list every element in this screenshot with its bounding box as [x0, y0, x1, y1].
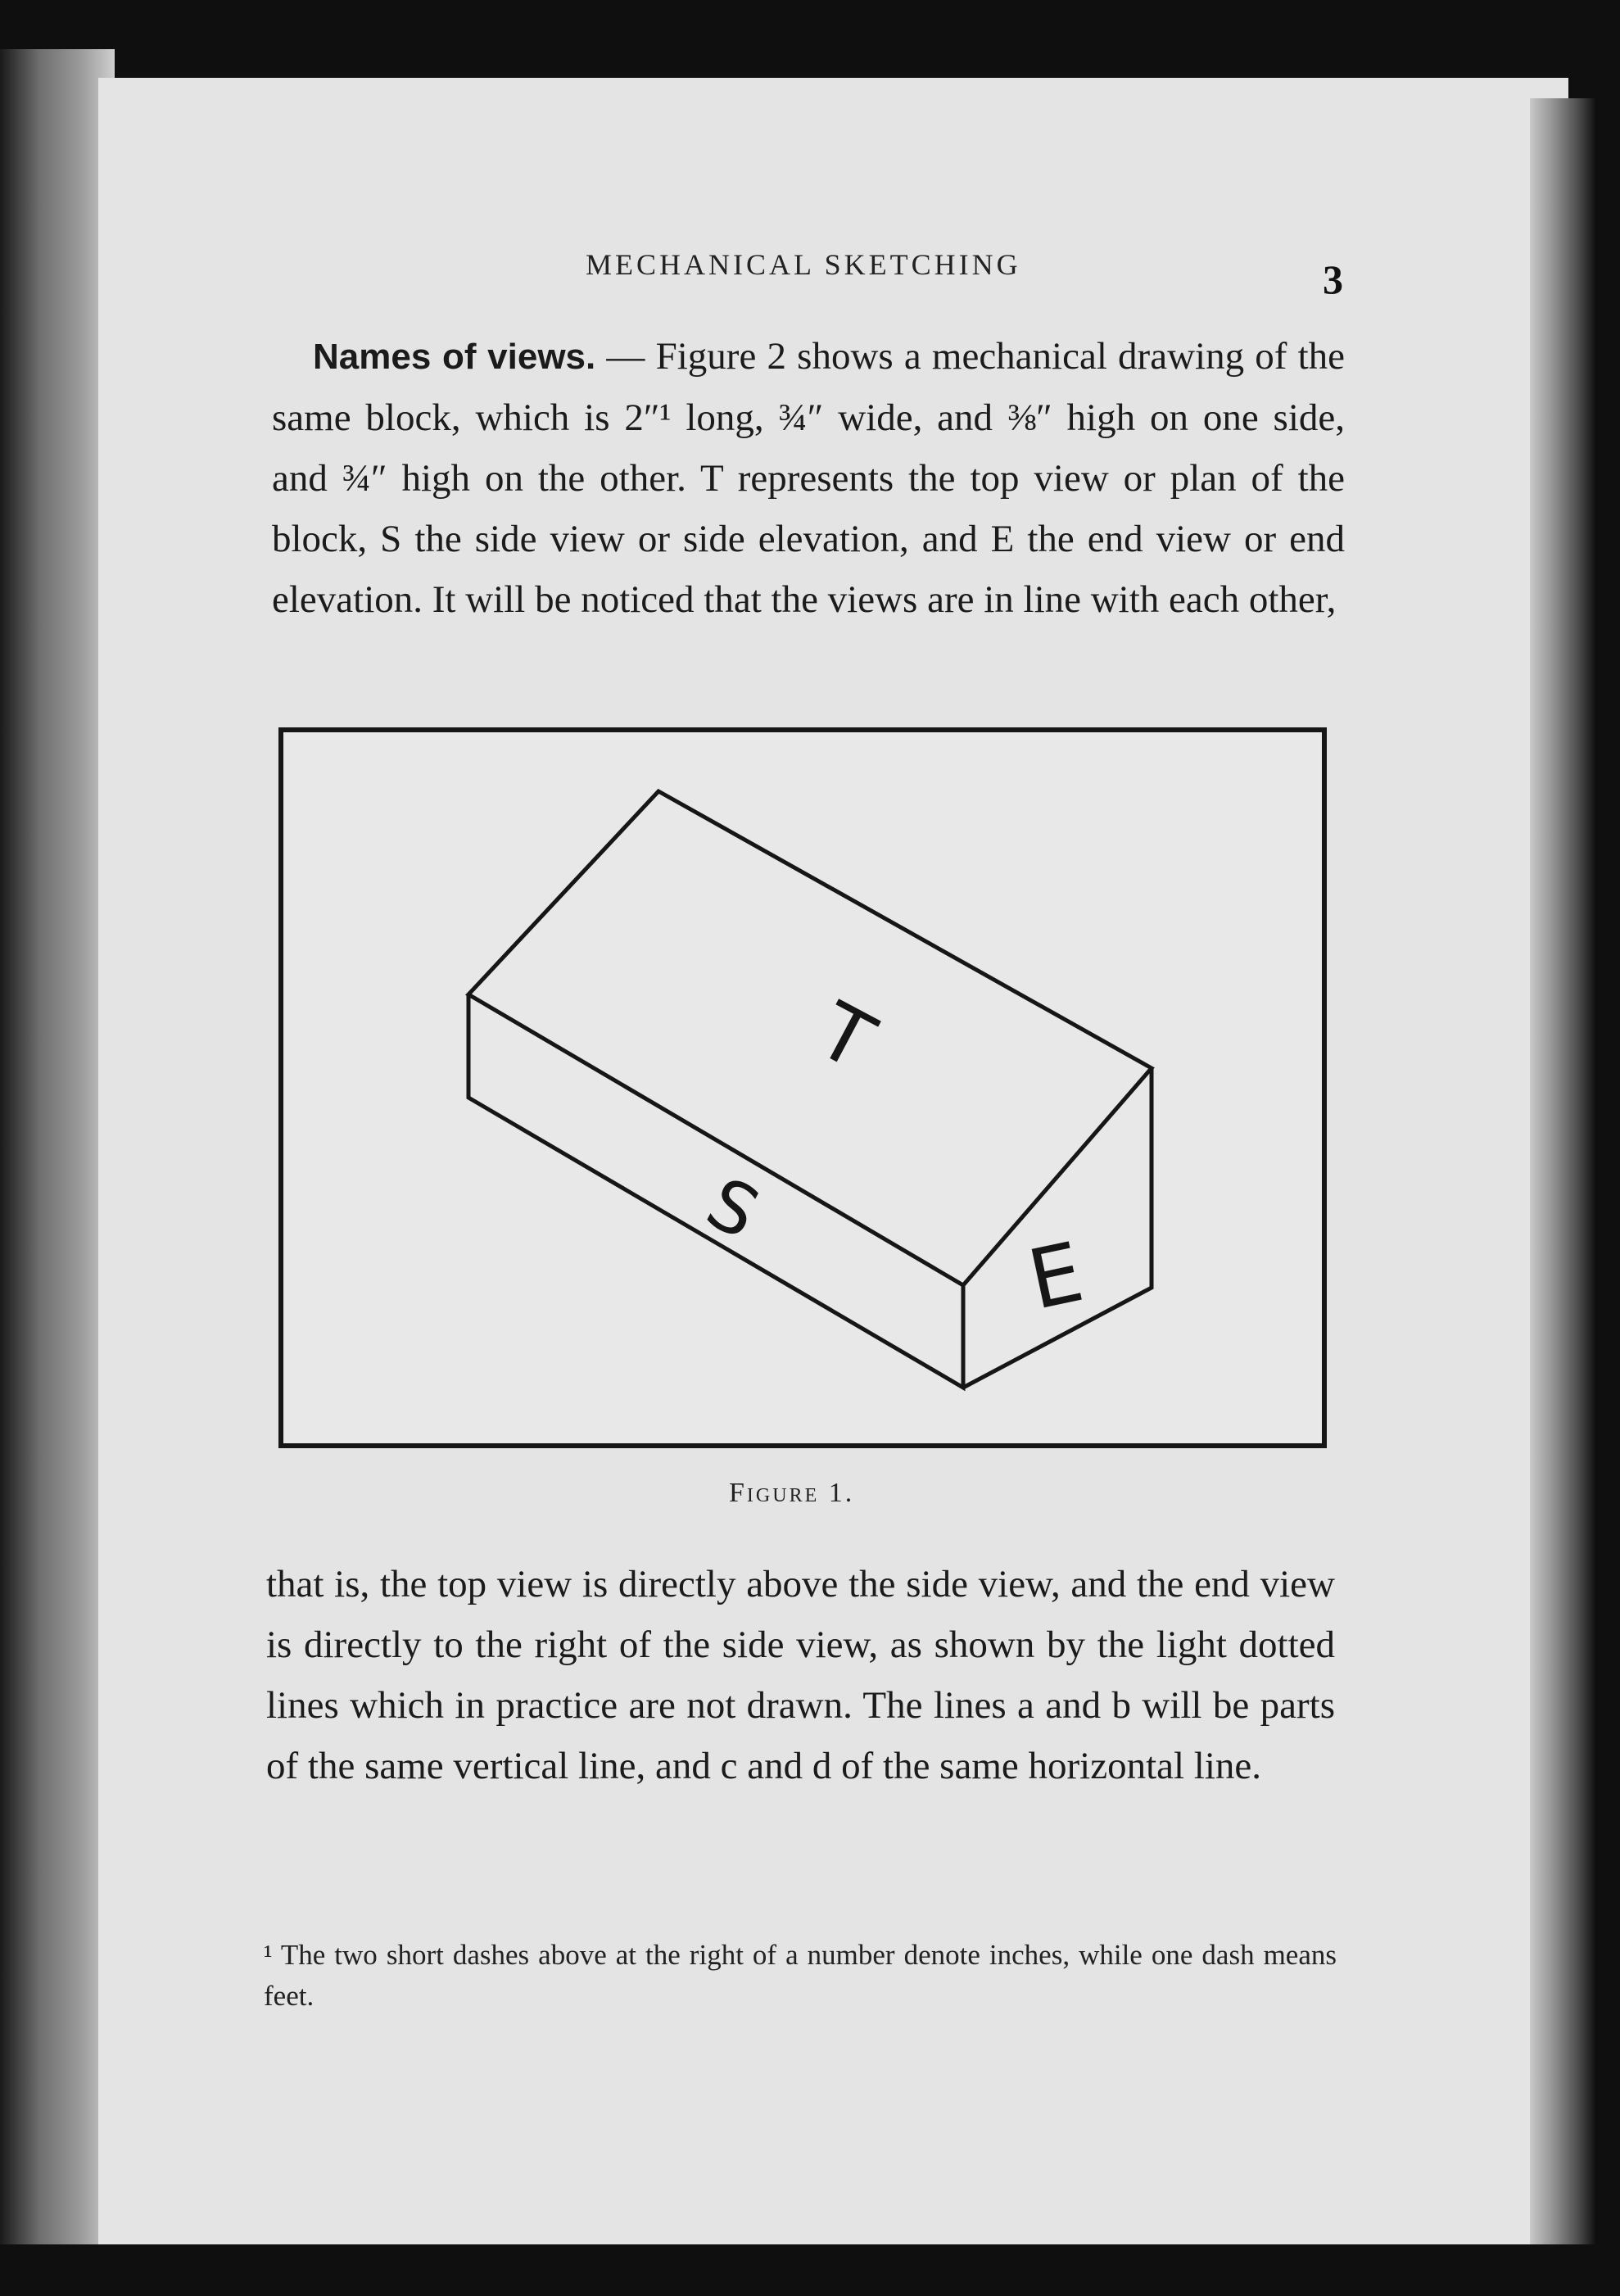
- figure-1-frame: [278, 727, 1327, 1448]
- top-face: [468, 791, 1152, 1285]
- paragraph-1-text: — Figure 2 shows a mechanical drawing of the same block, which is 2″¹ long, ¾″ wide, and ⅜″ high on one side, and ¾″ high on the other. T represents the top view or plan of the block, S the side view or side elevation, and E the end view or end elevation. It will be noticed that the views are in line with each other,: [272, 335, 1345, 621]
- paragraph-continuation: that is, the top view is directly above the side view, and the end view is directly to the right of the side view, as shown by the light dotted lines which in practice are not drawn. The lines a and b will be parts of the same vertical line, and c and d of the same horizontal line.: [266, 1563, 1335, 1787]
- page-edge: [1530, 98, 1595, 2244]
- label-side-view: S: [694, 1162, 772, 1256]
- run-in-heading: Names of views.: [313, 337, 596, 377]
- label-end-view: E: [1020, 1224, 1092, 1329]
- label-top-view: T: [803, 985, 888, 1089]
- page-number: 3: [1323, 256, 1343, 302]
- footnote: ¹ The two short dashes above at the right of a number denote inches, while one dash means feet.: [264, 1939, 1337, 2012]
- isometric-block-drawing: [283, 732, 1322, 1443]
- figure-caption: Figure 1.: [729, 1478, 855, 1508]
- book-gutter: [0, 49, 115, 2244]
- running-head: MECHANICAL SKETCHING: [586, 248, 1021, 281]
- side-face: [468, 994, 963, 1388]
- paragraph-names-of-views: [272, 326, 1345, 630]
